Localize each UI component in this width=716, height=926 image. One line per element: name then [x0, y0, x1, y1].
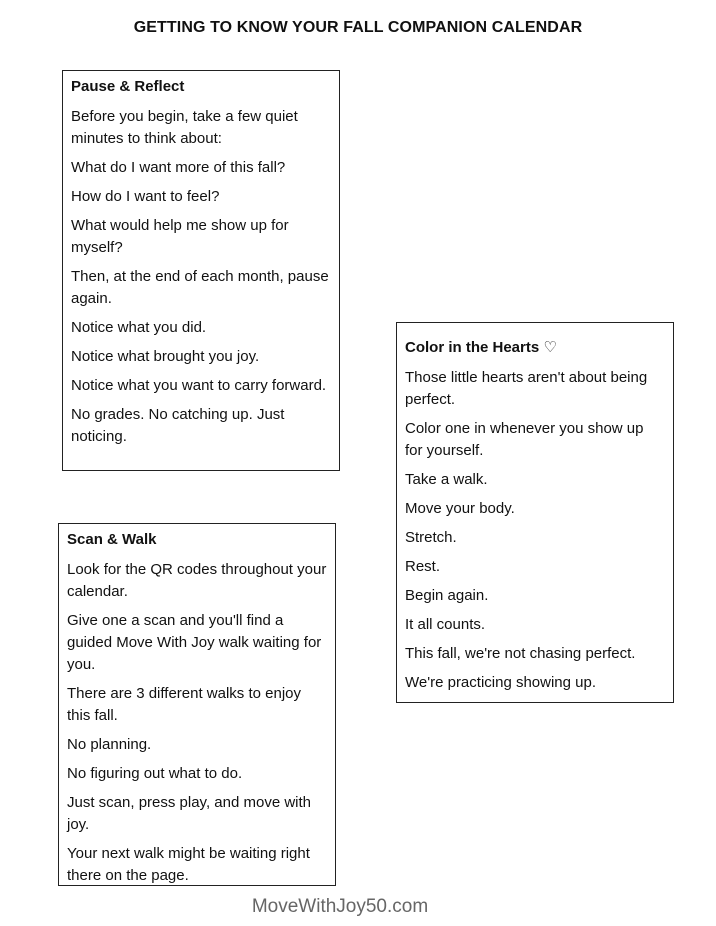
- pause-reflect-line: What do I want more of this fall?: [71, 159, 286, 176]
- pause-reflect-line: Notice what brought you joy.: [71, 348, 260, 365]
- pause-reflect-line: No grades. No catching up. Just noticing.: [71, 406, 285, 445]
- scan-walk-line: No planning.: [67, 736, 152, 753]
- pause-reflect-line: Before you begin, take a few quiet minutes to think about:: [71, 108, 298, 147]
- page-title: GETTING TO KNOW YOUR FALL COMPANION CALENDAR: [133, 19, 583, 36]
- color-hearts-line: Color one in whenever you show up for yourself.: [405, 420, 644, 459]
- color-hearts-line: Take a walk.: [405, 471, 488, 488]
- scan-walk-line: Just scan, press play, and move with joy.: [67, 794, 311, 833]
- color-hearts-line: It all counts.: [405, 616, 486, 633]
- scan-walk-heading: Scan & Walk: [67, 531, 157, 548]
- scan-walk-box: [58, 523, 336, 886]
- pause-reflect-line: What would help me show up for myself?: [71, 217, 289, 256]
- color-hearts-line: Those little hearts aren't about being perfect.: [405, 369, 648, 408]
- color-hearts-line: We're practicing showing up.: [405, 674, 597, 691]
- color-hearts-line: Stretch.: [405, 529, 457, 546]
- scan-walk-line: Look for the QR codes throughout your calendar.: [67, 561, 327, 600]
- pause-reflect-line: How do I want to feel?: [71, 188, 220, 205]
- pause-reflect-heading: Pause & Reflect: [71, 78, 185, 95]
- color-hearts-line: Rest.: [405, 558, 441, 575]
- pause-reflect-line: Notice what you did.: [71, 319, 207, 336]
- color-hearts-box: [396, 322, 674, 703]
- scan-walk-line: There are 3 different walks to enjoy this fall.: [67, 685, 302, 724]
- pause-reflect-line: Then, at the end of each month, pause again.: [71, 268, 329, 307]
- color-hearts-line: Begin again.: [405, 587, 489, 604]
- color-hearts-line: This fall, we're not chasing perfect.: [405, 645, 636, 662]
- color-hearts-heading: Color in the Hearts ♡: [405, 339, 557, 356]
- scan-walk-line: No figuring out what to do.: [67, 765, 243, 782]
- pause-reflect-line: Notice what you want to carry forward.: [71, 377, 327, 394]
- pause-reflect-box: [62, 70, 340, 471]
- footer-website: MoveWithJoy50.com: [251, 896, 429, 917]
- scan-walk-line: Your next walk might be waiting right there on the page.: [67, 845, 310, 884]
- color-hearts-line: Move your body.: [405, 500, 515, 517]
- scan-walk-line: Give one a scan and you'll find a guided Move With Joy walk waiting for you.: [67, 612, 322, 673]
